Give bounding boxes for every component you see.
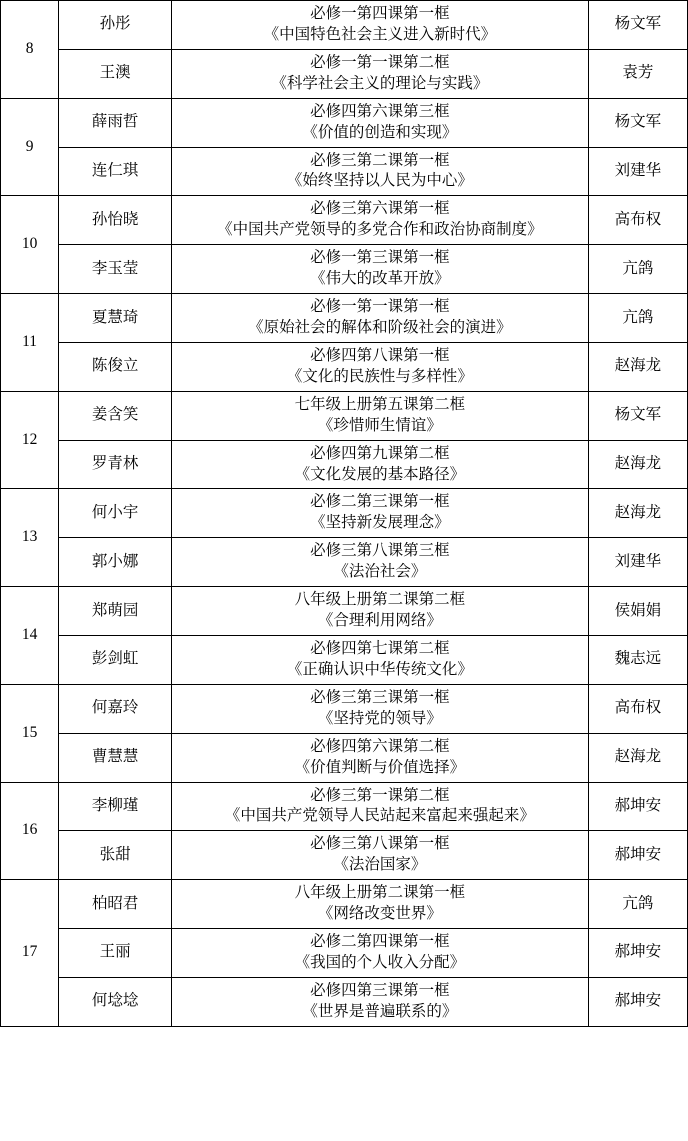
topic-line-2: 《中国特色社会主义进入新时代》 — [263, 25, 497, 43]
topic-line-1: 必修四第三课第一框 — [310, 981, 450, 999]
row-number: 9 — [1, 98, 59, 196]
teacher-name: 赵海龙 — [588, 342, 687, 391]
topic-line-1: 必修一第三课第一框 — [310, 249, 450, 267]
table-row — [1, 245, 688, 294]
topic-line-2: 《中国共产党领导人民站起来富起来强起来》 — [224, 807, 535, 825]
topic-line-2: 《合理利用网络》 — [317, 612, 442, 630]
topic-cell — [172, 1, 589, 50]
topic-line-2: 《文化发展的基本路径》 — [294, 465, 466, 483]
topic-line-2: 《价值判断与价值选择》 — [294, 758, 466, 776]
topic-line-2: 《珍惜师生情谊》 — [317, 416, 442, 434]
topic-line-2: 《法治国家》 — [333, 856, 427, 874]
topic-cell — [172, 733, 589, 782]
topic-cell — [172, 831, 589, 880]
table-row — [1, 196, 688, 245]
student-name: 夏慧琦 — [59, 294, 172, 343]
topic-line-2: 《伟大的改革开放》 — [310, 270, 450, 288]
table-row — [1, 684, 688, 733]
teacher-name: 亢鸽 — [588, 294, 687, 343]
student-name: 连仁琪 — [59, 147, 172, 196]
table-row — [1, 1, 688, 50]
topic-line-1: 八年级上册第二课第二框 — [294, 591, 466, 609]
teacher-name: 侯娟娟 — [588, 587, 687, 636]
topic-cell — [172, 538, 589, 587]
student-name: 罗青林 — [59, 440, 172, 489]
topic-line-2: 《我国的个人收入分配》 — [294, 953, 466, 971]
teacher-name: 刘建华 — [588, 147, 687, 196]
topic-line-2: 《法治社会》 — [333, 563, 427, 581]
teacher-name: 杨文军 — [588, 391, 687, 440]
teacher-name: 赵海龙 — [588, 440, 687, 489]
teacher-name: 魏志远 — [588, 635, 687, 684]
topic-cell — [172, 342, 589, 391]
table-row — [1, 977, 688, 1026]
row-number: 14 — [1, 587, 59, 685]
row-number: 13 — [1, 489, 59, 587]
teacher-name: 郝坤安 — [588, 782, 687, 831]
topic-line-1: 必修一第一课第二框 — [310, 53, 450, 71]
student-name: 薛雨哲 — [59, 98, 172, 147]
teacher-name: 袁芳 — [588, 49, 687, 98]
row-number: 11 — [1, 294, 59, 392]
topic-line-1: 必修四第六课第三框 — [310, 102, 450, 120]
topic-line-2: 《正确认识中华传统文化》 — [286, 660, 473, 678]
row-number: 8 — [1, 1, 59, 99]
topic-line-1: 必修一第一课第一框 — [310, 298, 450, 316]
table-body — [1, 1, 688, 1027]
teacher-name: 杨文军 — [588, 98, 687, 147]
teacher-name: 亢鸽 — [588, 880, 687, 929]
topic-line-1: 必修二第四课第一框 — [310, 933, 450, 951]
topic-cell — [172, 98, 589, 147]
topic-cell — [172, 245, 589, 294]
table-row — [1, 391, 688, 440]
teacher-name: 杨文军 — [588, 1, 687, 50]
student-name: 姜含笑 — [59, 391, 172, 440]
student-name: 孙怡晓 — [59, 196, 172, 245]
row-number: 12 — [1, 391, 59, 489]
topic-line-1: 必修三第二课第一框 — [310, 151, 450, 169]
topic-cell — [172, 440, 589, 489]
table-row — [1, 831, 688, 880]
topic-line-2: 《坚持新发展理念》 — [310, 514, 450, 532]
topic-cell — [172, 684, 589, 733]
teacher-name: 郝坤安 — [588, 831, 687, 880]
row-number: 15 — [1, 684, 59, 782]
topic-cell — [172, 49, 589, 98]
teacher-name: 赵海龙 — [588, 489, 687, 538]
table-row — [1, 342, 688, 391]
topic-cell — [172, 977, 589, 1026]
table-row — [1, 587, 688, 636]
topic-line-1: 必修三第一课第二框 — [310, 786, 450, 804]
topic-line-2: 《科学社会主义的理论与实践》 — [271, 74, 489, 92]
student-name: 张甜 — [59, 831, 172, 880]
topic-line-2: 《文化的民族性与多样性》 — [286, 367, 473, 385]
student-name: 彭剑虹 — [59, 635, 172, 684]
student-name: 何小宇 — [59, 489, 172, 538]
student-name: 李柳瑾 — [59, 782, 172, 831]
student-name: 王丽 — [59, 929, 172, 978]
topic-line-1: 必修二第三课第一框 — [310, 493, 450, 511]
topic-cell — [172, 391, 589, 440]
table-row — [1, 782, 688, 831]
topic-line-2: 《价值的创造和实现》 — [302, 123, 458, 141]
row-number: 17 — [1, 880, 59, 1027]
topic-line-1: 八年级上册第二课第一框 — [294, 884, 466, 902]
student-name: 孙彤 — [59, 1, 172, 50]
table-row — [1, 440, 688, 489]
teacher-name: 赵海龙 — [588, 733, 687, 782]
table-row — [1, 294, 688, 343]
topic-line-1: 七年级上册第五课第二框 — [294, 395, 466, 413]
student-name: 曹慧慧 — [59, 733, 172, 782]
topic-cell — [172, 782, 589, 831]
student-name: 何嘉玲 — [59, 684, 172, 733]
student-name: 陈俊立 — [59, 342, 172, 391]
student-name: 郑萌园 — [59, 587, 172, 636]
table-row — [1, 147, 688, 196]
table-row — [1, 635, 688, 684]
table-row — [1, 929, 688, 978]
topic-cell — [172, 489, 589, 538]
topic-line-1: 必修四第八课第一框 — [310, 346, 450, 364]
topic-cell — [172, 147, 589, 196]
row-number: 16 — [1, 782, 59, 880]
topic-cell — [172, 196, 589, 245]
student-name: 郭小娜 — [59, 538, 172, 587]
topic-cell — [172, 929, 589, 978]
topic-cell — [172, 635, 589, 684]
topic-line-2: 《世界是普遍联系的》 — [302, 1002, 458, 1020]
student-name: 王澳 — [59, 49, 172, 98]
topic-cell — [172, 880, 589, 929]
topic-line-1: 必修三第八课第三框 — [310, 542, 450, 560]
table-row — [1, 98, 688, 147]
table-row — [1, 489, 688, 538]
topic-line-1: 必修三第六课第一框 — [310, 200, 450, 218]
topic-line-1: 必修四第七课第二框 — [310, 639, 450, 657]
topic-cell — [172, 587, 589, 636]
topic-line-1: 必修三第三课第一框 — [310, 688, 450, 706]
teacher-name: 刘建华 — [588, 538, 687, 587]
teacher-name: 郝坤安 — [588, 977, 687, 1026]
topic-line-1: 必修四第九课第二框 — [310, 444, 450, 462]
table-row — [1, 733, 688, 782]
topic-line-1: 必修三第八课第一框 — [310, 835, 450, 853]
teacher-name: 高布权 — [588, 684, 687, 733]
topic-line-2: 《中国共产党领导的多党合作和政治协商制度》 — [217, 221, 543, 239]
teacher-name: 高布权 — [588, 196, 687, 245]
topic-cell — [172, 294, 589, 343]
table-row — [1, 880, 688, 929]
topic-line-2: 《坚持党的领导》 — [317, 709, 442, 727]
student-name: 柏昭君 — [59, 880, 172, 929]
topic-line-1: 必修一第四课第一框 — [310, 5, 450, 22]
table-row — [1, 538, 688, 587]
topic-line-1: 必修四第六课第二框 — [310, 737, 450, 755]
row-number: 10 — [1, 196, 59, 294]
student-name: 李玉莹 — [59, 245, 172, 294]
teacher-name: 亢鸽 — [588, 245, 687, 294]
teacher-name: 郝坤安 — [588, 929, 687, 978]
topic-line-2: 《原始社会的解体和阶级社会的演进》 — [248, 318, 512, 336]
topic-line-2: 《始终坚持以人民为中心》 — [286, 172, 473, 190]
student-name: 何埝埝 — [59, 977, 172, 1026]
table-row — [1, 49, 688, 98]
topic-line-2: 《网络改变世界》 — [317, 905, 442, 923]
